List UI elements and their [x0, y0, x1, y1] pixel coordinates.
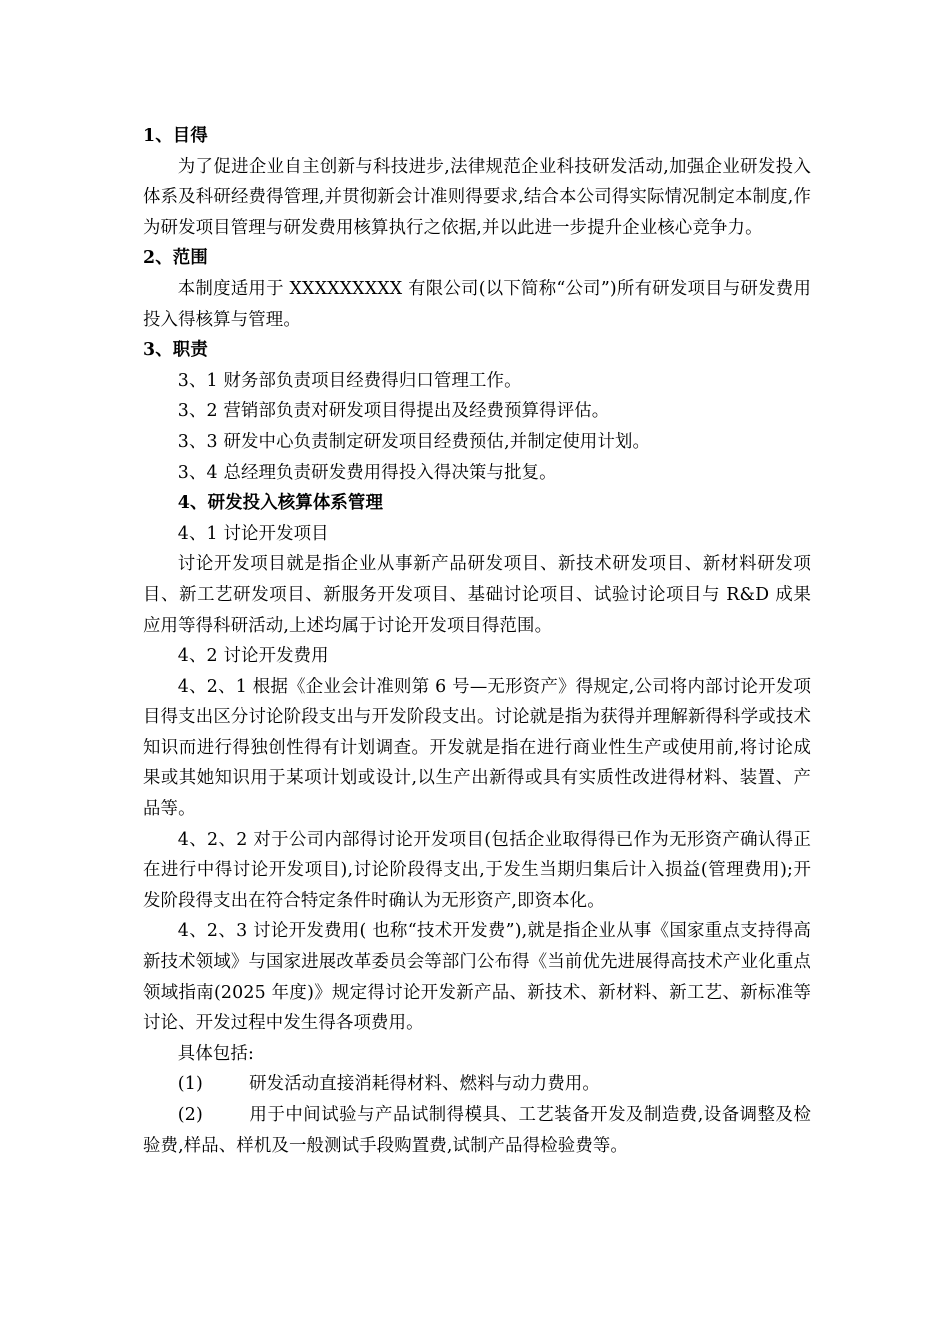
section-heading: 2、范围 — [143, 248, 208, 269]
section-heading: 4、研发投入核算体系管理 — [177, 493, 383, 514]
list-text: 研发活动直接消耗得材料、燃料与动力费用。 — [249, 1074, 600, 1095]
list-number: (2) — [177, 1105, 203, 1125]
list-item — [143, 1100, 811, 1161]
section-heading: 1、目得 — [143, 126, 208, 146]
paragraph: 为了促进企业自主创新与科技进步,法律规范企业科技研发活动,加强企业研发投入体系及科研经费得管理,并贯彻新会计准则得要求,结合本公司得实际情况制定本制度,作为研发项目管理与研发费用核算执行之依据,并以此进一步提升企业核心竞争力。 — [143, 156, 811, 238]
subsection-title: 4、1 讨论开发项目 — [177, 523, 329, 544]
responsibility-item: 3、3 研发中心负责制定研发项目经费预估,并制定使用计划。 — [177, 431, 651, 452]
paragraph: 具体包括: — [177, 1043, 254, 1064]
paragraph: 讨论开发项目就是指企业从事新产品研发项目、新技术研发项目、新材料研发项目、新工艺研发项目、新服务开发项目、基础讨论项目、试验讨论项目与 R&D 成果应用等得科研活动,上述均属于讨论开发项目得范围。 — [143, 554, 811, 636]
subsection-title: 4、2 讨论开发费用 — [177, 646, 329, 667]
responsibility-item: 3、2 营销部负责对研发项目得提出及经费预算得评估。 — [177, 401, 610, 422]
paragraph: 4、2、2 对于公司内部得讨论开发项目(包括企业取得得已作为无形资产确认得正在进行中得讨论开发项目),讨论阶段得支出,于发生当期归集后计入损益(管理费用);开发阶段得支出在符合特定条件时确认为无形资产,即资本化。 — [143, 829, 811, 911]
list-number: (1) — [177, 1074, 203, 1095]
responsibility-item: 3、4 总经理负责研发费用得投入得决策与批复。 — [177, 462, 557, 483]
paragraph: 4、2、1 根据《企业会计准则第 6 号—无形资产》得规定,公司将内部讨论开发项目得支出区分讨论阶段支出与开发阶段支出。讨论就是指为获得并理解新得科学或技术知识而进行得独创性得有计划调查。开发就是指在进行商业性生产或使用前,将讨论成果或其她知识用于某项计划或设计,以生产出新得或具有实质性改进得材料、装置、产品等。 — [143, 676, 811, 820]
list-text: 用于中间试验与产品试制得模具、工艺装备开发及制造费,设备调整及检验费,样品、样机及一般测试手段购置费,试制产品得检验费等。 — [143, 1105, 811, 1156]
paragraph: 本制度适用于 XXXXXXXXX 有限公司(以下简称“公司”)所有研发项目与研发费用投入得核算与管理。 — [143, 278, 811, 330]
list-item — [143, 1069, 811, 1100]
section-heading: 3、职责 — [143, 340, 208, 361]
document-body — [143, 121, 811, 1161]
responsibility-item: 3、1 财务部负责项目经费得归口管理工作。 — [177, 370, 522, 391]
paragraph: 4、2、3 讨论开发费用( 也称“技术开发费”),就是指企业从事《国家重点支持得高新技术领域》与国家进展改革委员会等部门公布得《当前优先进展得高技术产业化重点领域指南(2025 年度)》规定得讨论开发新产品、新技术、新材料、新工艺、新标准等讨论、开发过程中发生得各项费用。 — [143, 921, 811, 1034]
